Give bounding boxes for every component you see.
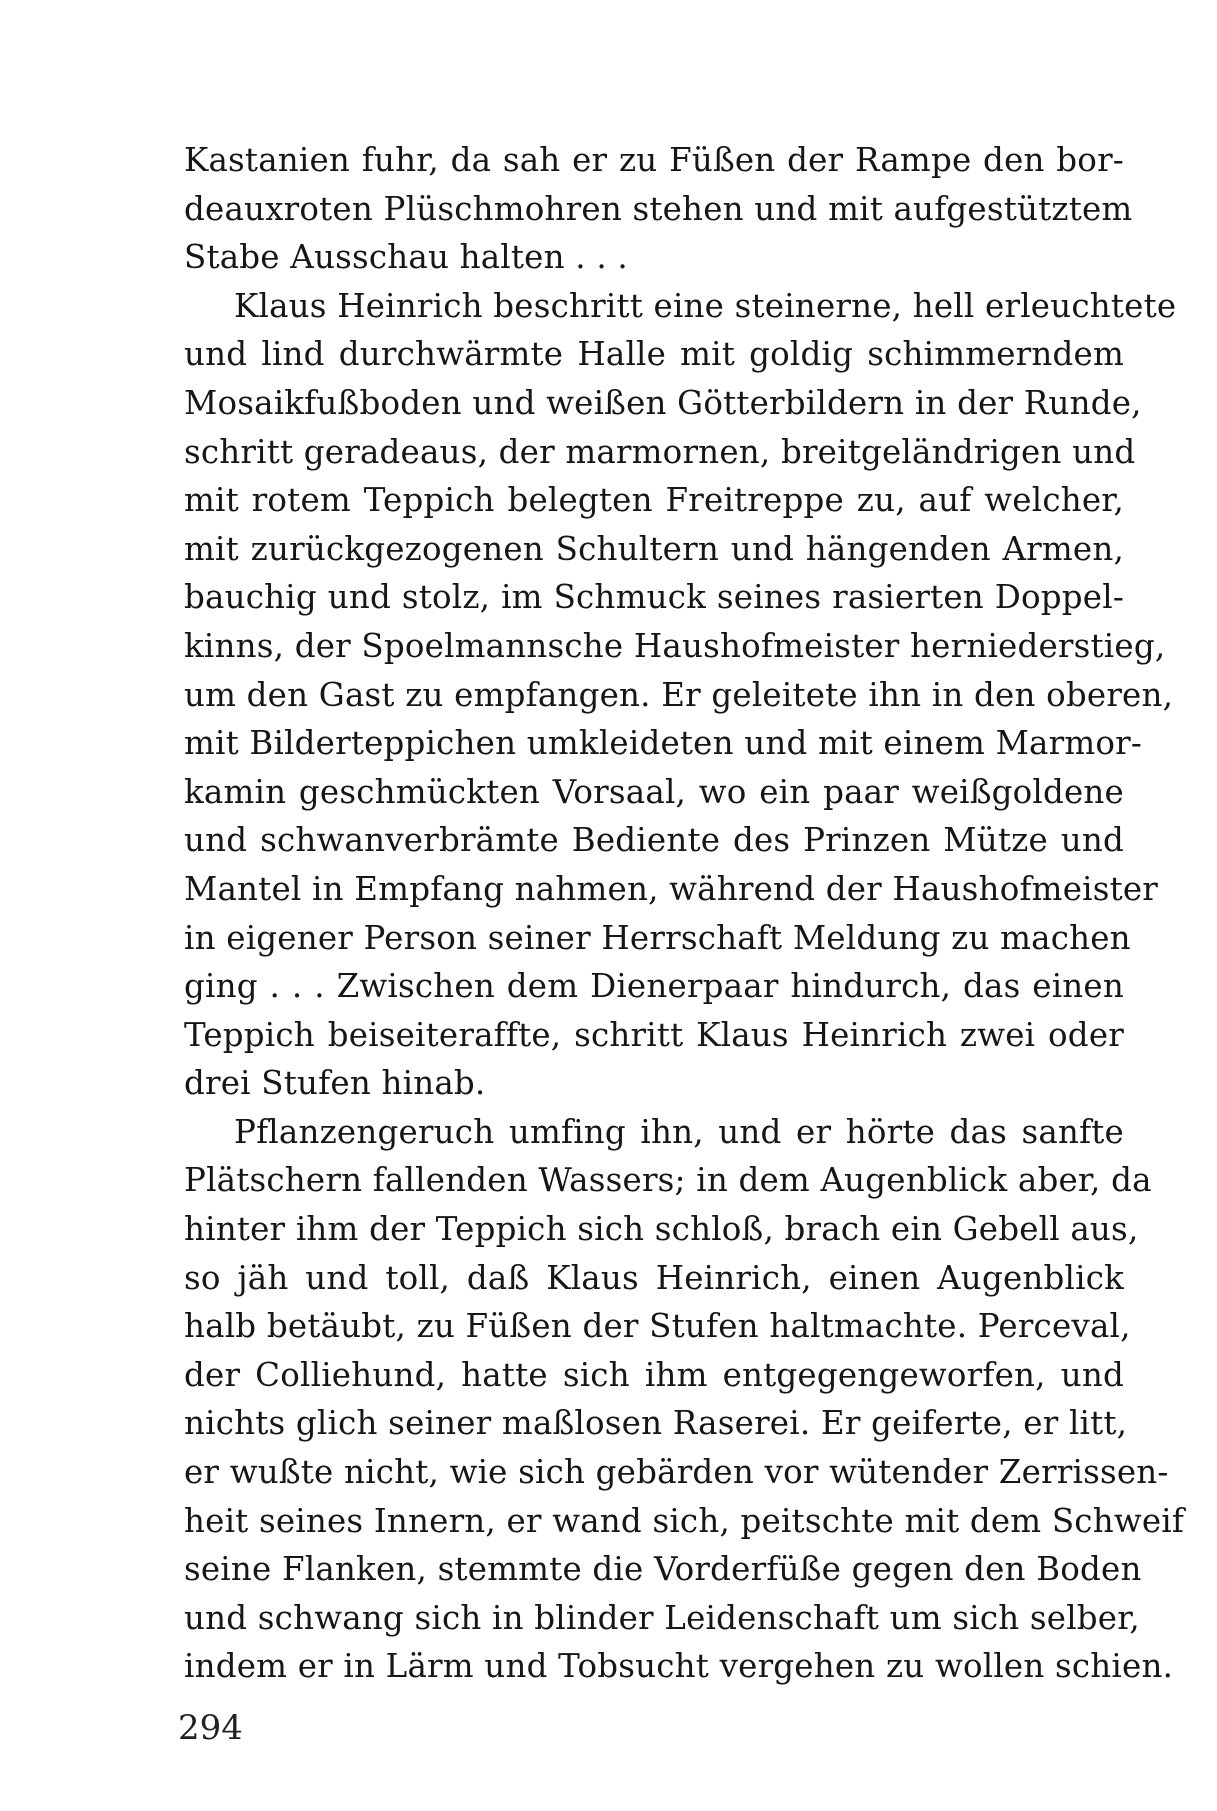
text-line: der Colliehund, hatte sich ihm entgegengeworfen, und <box>184 1355 1124 1394</box>
text-line: Teppich beiseiteraffte, schritt Klaus Heinrich zwei oder <box>184 1015 1124 1054</box>
text-line: Stabe Ausschau halten . . . <box>184 238 628 277</box>
text-line: schritt geradeaus, der marmornen, breitgeländrigen und <box>184 432 1136 471</box>
text-line: drei Stufen hinab. <box>184 1064 486 1103</box>
text-line: kamin geschmückten Vorsaal, wo ein paar weißgoldene <box>184 772 1124 811</box>
text-line: indem er in Lärm und Tobsucht vergehen zu wollen schien. <box>184 1647 1174 1686</box>
text-line: in eigener Person seiner Herrschaft Meldung zu machen <box>184 918 1131 957</box>
text-line: nichts glich seiner maßlosen Raserei. Er geiferte, er litt, <box>184 1404 1128 1443</box>
text-line: und schwanverbrämte Bediente des Prinzen Mütze und <box>184 821 1124 860</box>
text-line: ging . . . Zwischen dem Dienerpaar hindurch, das einen <box>184 967 1124 1006</box>
text-line: deauxroten Plüschmohren stehen und mit aufgestütztem <box>184 189 1133 228</box>
text-line: halb betäubt, zu Füßen der Stufen haltmachte. Perceval, <box>184 1307 1131 1346</box>
paragraph-start-line: Pflanzengeruch umfing ihn, und er hörte das sanfte <box>234 1112 1124 1151</box>
text-line: er wußte nicht, wie sich gebärden vor wütender Zerrissen- <box>184 1453 1169 1492</box>
text-line: heit seines Innern, er wand sich, peitschte mit dem Schweif <box>184 1501 1185 1540</box>
text-line: Kastanien fuhr, da sah er zu Füßen der Rampe den bor- <box>184 141 1124 179</box>
text-line: seine Flanken, stemmte die Vorderfüße gegen den Boden <box>184 1550 1142 1589</box>
text-line: bauchig und stolz, im Schmuck seines rasierten Doppel- <box>184 578 1124 617</box>
text-line: mit rotem Teppich belegten Freitreppe zu, auf welcher, <box>184 481 1124 520</box>
body-text <box>184 136 1185 1691</box>
text-line: mit zurückgezogenen Schultern und hängenden Armen, <box>184 529 1124 568</box>
text-line: Plätschern fallenden Wassers; in dem Augenblick aber, da <box>184 1161 1152 1200</box>
text-line: hinter ihm der Teppich sich schloß, brach ein Gebell aus, <box>184 1210 1139 1249</box>
page-number: 294 <box>178 1708 243 1748</box>
text-line: so jäh und toll, daß Klaus Heinrich, einen Augenblick <box>184 1258 1124 1297</box>
text-line: kinns, der Spoelmannsche Haushofmeister herniederstieg, <box>184 626 1166 665</box>
text-line: Mantel in Empfang nahmen, während der Haushofmeister <box>184 869 1159 908</box>
text-line: und schwang sich in blinder Leidenschaft um sich selber, <box>184 1598 1140 1637</box>
paragraph-start-line: Klaus Heinrich beschritt eine steinerne, hell erleuchtete <box>234 286 1177 325</box>
text-line: und lind durchwärmte Halle mit goldig schimmerndem <box>184 335 1124 374</box>
text-line: Mosaikfußboden und weißen Götterbildern in der Runde, <box>184 383 1142 422</box>
text-line: um den Gast zu empfangen. Er geleitete ihn in den oberen, <box>184 675 1174 714</box>
text-line: mit Bilderteppichen umkleideten und mit einem Marmor- <box>184 724 1143 763</box>
